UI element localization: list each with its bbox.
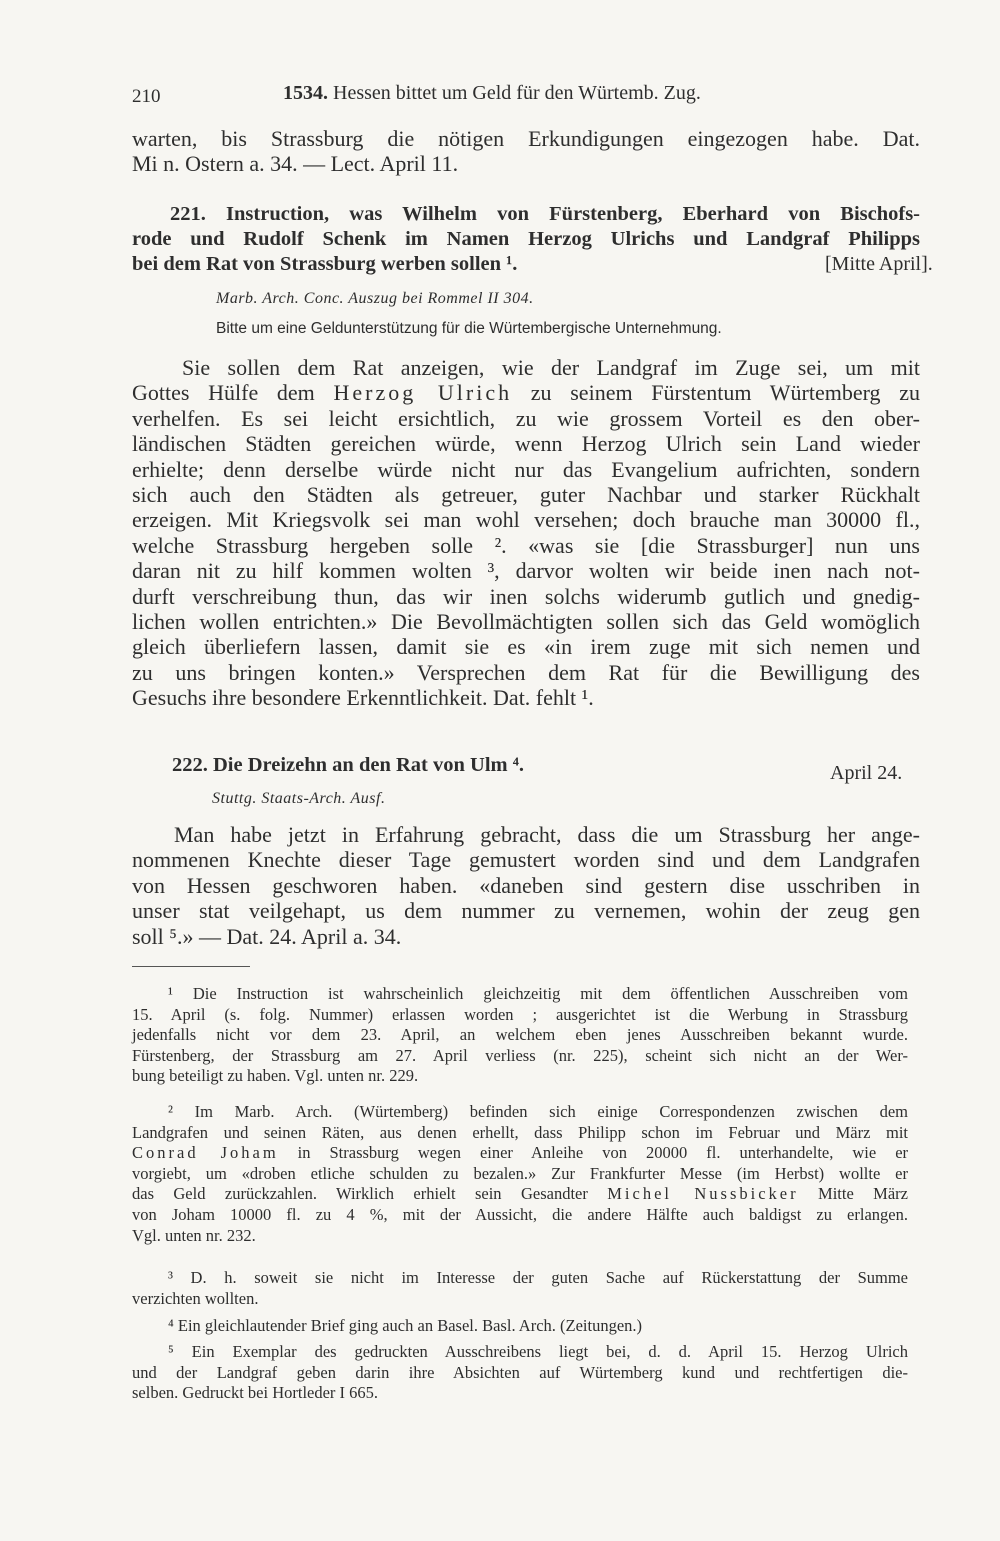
footnote-line: 15. April (s. folg. Nummer) erlassen worden ; ausgerichtet ist die Werbung in Strassburg	[132, 1004, 908, 1024]
footnote-rule	[132, 966, 250, 967]
text-line: erhielte; denn derselbe würde nicht nur das Evangelium aufrichten, sondern	[132, 456, 920, 482]
footnote-4	[132, 1316, 908, 1337]
spaced-name-michel-nussbicker: Michel Nussbicker	[607, 1184, 799, 1204]
doc-221-body	[132, 355, 920, 711]
footnote-line: von Joham 10000 fl. zu 4 %, mit der Aussicht, die andere Hälfte auch baldigst zu erlangen.	[132, 1204, 908, 1224]
doc-222-date: April 24.	[830, 762, 903, 784]
heading-line: bei dem Rat von Strassburg werben sollen ¹.	[132, 253, 518, 275]
footnote-line: ¹ Die Instruction ist wahrscheinlich gleichzeitig mit dem öffentlichen Ausschreiben vom	[168, 984, 908, 1003]
running-title	[283, 82, 701, 105]
footnote-2	[132, 1102, 908, 1246]
heading-line: 221. Instruction, was Wilhelm von Fürstenberg, Eberhard von Bischofs-	[170, 203, 920, 225]
text-line: Gesuchs ihre besondere Erkenntlichkeit. Dat. fehlt ¹.	[132, 685, 594, 711]
footnote-line: bung beteiligt zu haben. Vgl. unten nr. 229.	[132, 1066, 419, 1086]
text-line: sich auch den Städten als getreuer, guter Nachbar und starker Rückhalt	[132, 482, 920, 508]
doc-221-regest: Bitte um eine Geldunterstützung für die Würtembergische Unternehmung.	[216, 320, 722, 337]
text-line: durft verschreibung thun, das wir inen solchs widerumb gutlich und gnedig-	[132, 583, 920, 609]
text-fragment: Gottes Hülfe dem	[132, 380, 315, 406]
text-line: ländischen Städten gereichen würde, wenn Herzog Ulrich sein Land wieder	[132, 431, 920, 457]
footnote-line: Landgrafen und seinen Räten, aus denen erhellt, dass Philipp schon im Februar und März mit	[132, 1122, 908, 1142]
text-fragment: in Strassburg wegen einer Anleihe von 20000 fl. unterhandelte, wie er	[297, 1143, 909, 1163]
text-fragment: das Geld zurückzahlen. Wirklich erhielt sein Gesandter	[132, 1184, 588, 1204]
footnote-5	[132, 1342, 908, 1404]
footnote-line: ⁵ Ein Exemplar des gedruckten Ausschreibens liegt bei, d. d. April 15. Herzog Ulrich	[168, 1342, 908, 1361]
heading-line: rode und Rudolf Schenk im Namen Herzog Ulrichs und Landgraf Philipps	[132, 228, 920, 250]
text-fragment: zu seinem Fürstentum Würtemberg zu	[530, 380, 920, 406]
text-line: soll ⁵.» — Dat. 24. April a. 34.	[132, 923, 402, 949]
doc-222-heading: 222. Die Dreizehn an den Rat von Ulm ⁴.	[172, 754, 524, 776]
doc-221-date: [Mitte April].	[825, 253, 933, 275]
footnote-line	[132, 1143, 908, 1164]
text-line: von Hessen geschworen haben. «daneben sind gestern dise usschriben in	[132, 872, 920, 898]
footnote-line: vorgiebt, um «droben etliche schulden zu bezalen.» Zur Frankfurter Messe (im Herbst) wollte er	[132, 1163, 908, 1183]
footnote-line: und der Landgraf geben darin ihre Absichten auf Würtemberg kund und rechtfertigen die-	[132, 1362, 908, 1382]
doc-222-body	[132, 822, 920, 949]
text-line: verhelfen. Es sei leicht ersichtlich, zu wie grossem Vorteil es den ober-	[132, 405, 920, 431]
running-title-text: Hessen bittet um Geld für den Würtemb. Zug.	[333, 82, 701, 104]
spaced-name-conrad-joham: Conrad Joham	[132, 1143, 279, 1163]
continuation-paragraph	[132, 126, 920, 177]
text-line: Mi n. Ostern a. 34. — Lect. April 11.	[132, 151, 459, 177]
doc-222-source: Stuttg. Staats-Arch. Ausf.	[212, 790, 386, 807]
footnote-line	[132, 1184, 908, 1205]
footnote-line: ³ D. h. soweit sie nicht im Interesse der guten Sache auf Rückerstattung der Summe	[168, 1268, 908, 1287]
spaced-name-herzog-ulrich: Herzog Ulrich	[333, 380, 513, 406]
text-line: erzeigen. Mit Kriegsvolk sei man wohl versehen; doch brauche man 30000 fl.,	[132, 507, 920, 533]
text-line: lichen wollen entrichten.» Die Bevollmächtigten sollen sich das Geld womöglich	[132, 609, 920, 635]
text-line: warten, bis Strassburg die nötigen Erkundigungen eingezogen habe. Dat.	[132, 126, 920, 151]
page-number: 210	[132, 86, 161, 107]
footnote-line: ² Im Marb. Arch. (Würtemberg) befinden sich einige Correspondenzen zwischen dem	[168, 1102, 908, 1121]
footnote-line: selben. Gedruckt bei Hortleder I 665.	[132, 1383, 379, 1403]
text-line: Man habe jetzt in Erfahrung gebracht, dass die um Strassburg her ange-	[174, 822, 920, 847]
text-line: zu uns bringen konten.» Versprechen dem Rat für die Bewilligung des	[132, 659, 920, 685]
running-title-year: 1534.	[283, 82, 328, 104]
text-fragment: Mitte März	[818, 1184, 908, 1204]
text-line: welche Strassburg hergeben solle ². «was sie [die Strassburger] nun uns	[132, 532, 920, 558]
footnote-line: Vgl. unten nr. 232.	[132, 1225, 256, 1245]
text-line: nommenen Knechte dieser Tage gemustert worden sind und dem Landgrafen	[132, 847, 920, 873]
footnote-line: verzichten wollten.	[132, 1288, 259, 1308]
doc-221-source: Marb. Arch. Conc. Auszug bei Rommel II 304.	[216, 290, 534, 307]
text-line: gleich überliefern lassen, damit sie es «in irem zuge mit sich nemen und	[132, 634, 920, 660]
text-line: daran nit zu hilf kommen wolten ³, darvor wolten wir beide inen nach not-	[132, 558, 920, 584]
footnote-line: Fürstenberg, der Strassburg am 27. April verliess (nr. 225), scheint sich nicht an der Wer-	[132, 1045, 908, 1065]
footnote-1	[132, 984, 908, 1087]
doc-221-heading	[132, 202, 920, 277]
text-line: unser stat veilgehapt, us dem nummer zu vernemen, wohin der zeug gen	[132, 898, 920, 924]
footnote-line: jedenfalls nicht vor dem 23. April, an welchem eben jenes Ausschreiben bekannt wurde.	[132, 1025, 908, 1045]
text-line	[132, 380, 920, 405]
text-line: Sie sollen dem Rat anzeigen, wie der Landgraf im Zuge sei, um mit	[182, 355, 920, 380]
footnote-3	[132, 1268, 908, 1309]
footnote-line: ⁴ Ein gleichlautender Brief ging auch an Basel. Basl. Arch. (Zeitungen.)	[168, 1316, 643, 1335]
